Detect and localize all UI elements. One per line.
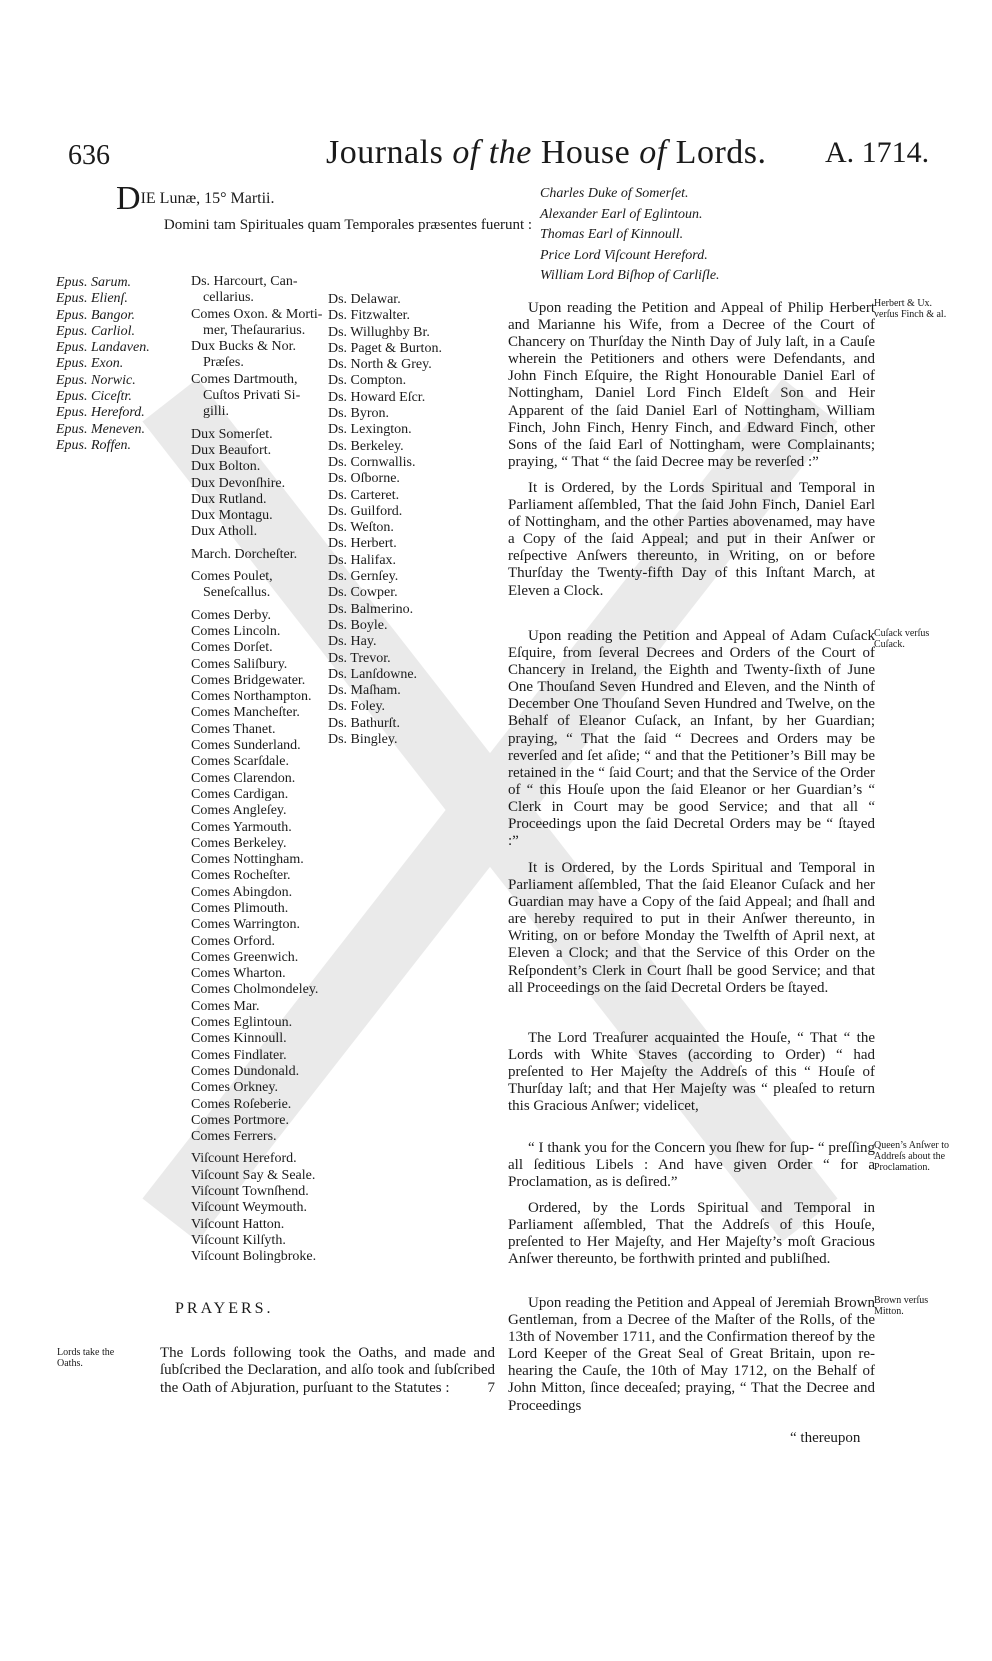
cusack-petition <box>508 628 875 850</box>
peer-entry: Comes Lincoln. <box>191 623 281 639</box>
peer-entry: Comes Findlater. <box>191 1047 287 1063</box>
peer-entry: Dux Somerſet. <box>191 426 273 442</box>
peer-entry: Comes Orkney. <box>191 1080 278 1096</box>
dropcap: D <box>116 180 141 217</box>
peer-entry: Comes Oxon. & Morti- <box>191 306 323 322</box>
margin-note-herbert: Herbert & Ux. verſus Finch & al. <box>874 298 947 320</box>
title-of-2: of <box>639 134 667 171</box>
year: A. 1714. <box>825 136 930 169</box>
peer-entry: Comes Scarſdale. <box>191 754 289 770</box>
margin-note-queen: Queen’s Anſwer to Addreſs about the Proclamation. <box>874 1140 949 1173</box>
peer-entry: Comes Dorſet. <box>191 640 273 656</box>
peer-entry: Comes Thanet. <box>191 721 276 737</box>
baron-entry: Ds. Trevor. <box>328 650 391 666</box>
herbert-order-text: It is Ordered, by the Lords Spiritual and Temporal in Parliament aſſembled, That the ſaid John Finch, Daniel Earl of Nottingham, and the other Parties abovenamed, may have a Copy of the ſaid Appeal; and put in their Anſwer or reſpective Anſwers thereunto, in Writing, on or before Thurſday the Twenty-fifth Day of this Inſtant March, at Eleven a Clock. <box>508 480 875 599</box>
baron-entry: Ds. North & Grey. <box>328 357 432 373</box>
peer-entry: Comes Warrington. <box>191 917 301 933</box>
peer-entry: Viſcount Hatton. <box>191 1216 285 1232</box>
peer-entry: Viſcount Bolingbroke. <box>191 1249 317 1265</box>
peer-entry: Comes Kinnoull. <box>191 1031 287 1047</box>
herbert-petition-text: Upon reading the Petition and Appeal of Philip Herbert and Marianne his Wife, from a Decree of the Court of Chancery on Thurſday the Ninth Day of July laſt, in a Cauſe wherein the Petitioners and others were Defendants, and John Finch Eſquire, the Right Honourable Daniel Earl of Nottingham, Daniel Lord Finch Eldeſt Son and Heir Apparent of the ſaid Daniel Earl of Nottingham, William Finch, John Finch, Henry Finch, and Edward Finch, other Sons of the ſaid Earl of Nottingham, were Complainants; praying, “ That “ the ſaid Decree may be reverſed :” <box>508 300 875 470</box>
baron-entry: Ds. Gernſey. <box>328 569 399 585</box>
oaths-text: The Lords following took the Oaths, and made and ſubſcribed the Declaration, and alſo took and ſubſcribed the Oath of Abjuration, purſuant to the Statutes : <box>160 1345 495 1396</box>
peer-entry: Comes Northampton. <box>191 689 312 705</box>
baron-entry: Ds. Guilford. <box>328 503 403 519</box>
sworn-lord-entry: Price Lord Viſcount Hereford. <box>540 247 708 263</box>
bishop-entry: Epus. Bangor. <box>56 307 135 323</box>
baron-entry: Ds. Weſton. <box>328 520 394 536</box>
peer-entry: Dux Devonſhire. <box>191 475 286 491</box>
baron-entry: Ds. Fitzwalter. <box>328 308 411 324</box>
peer-entry: Comes Clarendon. <box>191 770 296 786</box>
herbert-order <box>508 480 875 600</box>
page-number: 636 <box>68 140 110 171</box>
peer-entry: Dux Atholl. <box>191 524 258 540</box>
bishop-entry: Epus. Ciceſtr. <box>56 389 132 405</box>
catchword-right: “ thereupon <box>790 1430 861 1446</box>
catchword-left: 7 <box>487 1379 495 1396</box>
baron-entry: Ds. Boyle. <box>328 617 388 633</box>
baron-entry: Ds. Lanſdowne. <box>328 666 418 682</box>
peer-entry: Comes Mancheſter. <box>191 705 300 721</box>
peer-entry: Comes Poulet, <box>191 569 273 585</box>
peer-entry: Dux Beaufort. <box>191 442 272 458</box>
peer-entry: Dux Bucks & Nor. <box>191 339 296 355</box>
peer-entry: Comes Dartmouth, <box>191 371 298 387</box>
dateline-text: IE Lunæ, 15° Martii. <box>140 190 275 207</box>
peer-entry: Dux Bolton. <box>191 459 261 475</box>
bishop-entry: Epus. Meneven. <box>56 421 146 437</box>
cusack-order <box>508 860 875 997</box>
bishop-entry: Epus. Carliol. <box>56 323 135 339</box>
brown-petition-text: Upon reading the Petition and Appeal of Jeremiah Brown Gentleman, from a Decree of the Maſter of the Rolls, of the 13th of November 1711, and the Confirmation thereof by the Lord Keeper of the Great Seal of Great Britain, upon re-hearing the Cauſe, the 10th of May 1712, on the Behalf of John Mitton, ſince deceaſed; praying, “ That the Decree and Proceedings <box>508 1295 875 1414</box>
dateline <box>116 180 275 218</box>
peer-entry: Seneſcallus. <box>203 585 271 601</box>
peer-entry: Comes Angleſey. <box>191 803 287 819</box>
bishop-entry: Epus. Hereford. <box>56 405 145 421</box>
peer-entry: Comes Mar. <box>191 998 260 1014</box>
sworn-lord-entry: Thomas Earl of Kinnoull. <box>540 227 684 243</box>
peers-list-1 <box>191 274 351 1266</box>
oaths-paragraph <box>160 1345 495 1397</box>
bishops-list <box>56 275 150 454</box>
peer-entry: Comes Plimouth. <box>191 900 289 916</box>
peer-entry: Dux Montagu. <box>191 508 273 524</box>
baron-entry: Ds. Lexington. <box>328 422 412 438</box>
peer-entry: Viſcount Weymouth. <box>191 1200 307 1216</box>
baron-entry: Ds. Bingley. <box>328 732 398 748</box>
baron-entry: Ds. Foley. <box>328 699 386 715</box>
baron-entry: Ds. Hay. <box>328 634 377 650</box>
attendance-heading: Domini tam Spirituales quam Temporales præsentes fuerunt : <box>163 217 533 233</box>
peer-entry: Dux Rutland. <box>191 491 267 507</box>
baron-entry: Ds. Compton. <box>328 373 407 389</box>
sworn-lord-entry: Alexander Earl of Eglintoun. <box>540 206 703 222</box>
treasurer-paragraph <box>508 1030 875 1115</box>
baron-entry: Ds. Bathurſt. <box>328 715 400 731</box>
sworn-lords-list <box>540 184 720 287</box>
peer-entry: Cuſtos Privati Si- <box>203 388 301 404</box>
peer-entry: Comes Ferrers. <box>191 1129 277 1145</box>
peer-entry: Ds. Harcourt, Can- <box>191 274 298 289</box>
cusack-petition-text: Upon reading the Petition and Appeal of Adam Cuſack Eſquire, from ſeveral Decrees and Orders of the Court of Chancery in Ireland, the Eighth and Twenty-ſixth of June One Thouſand Seven Hundred and Eleven, and the Ninth of December One Thouſand Seven Hundred and Twelve, on the Behalf of Eleanor Cuſack, an Infant, by her Guardian; praying, “ That the ſaid “ Decrees and Orders may be reverſed and ſet aſide; “ and that the Petitioner’s Bill may be retained in the “ ſaid Court; and that the Service of the Order of “ this Houſe upon the ſaid Eleanor or her Guardian’s “ Clerk in Court may be good Service; and that all “ Proceedings upon the ſaid Decretal Orders may be “ ſtayed :” <box>508 628 875 850</box>
baron-entry: Ds. Cowper. <box>328 585 398 601</box>
title-journals: Journals <box>326 134 444 171</box>
peer-entry: Comes Saliſbury. <box>191 656 288 672</box>
peer-entry: cellarius. <box>203 290 254 306</box>
peer-entry: Viſcount Hereford. <box>191 1151 297 1167</box>
bishop-entry: Epus. Exon. <box>56 356 124 372</box>
peer-entry: Viſcount Townſhend. <box>191 1184 309 1200</box>
peer-entry: Comes Greenwich. <box>191 949 299 965</box>
baron-entry: Ds. Halifax. <box>328 552 397 568</box>
bishop-entry: Epus. Norwic. <box>56 372 136 388</box>
sworn-lord-entry: William Lord Biſhop of Carliſle. <box>540 268 720 284</box>
peer-entry: Comes Portmore. <box>191 1112 289 1128</box>
peer-entry: Comes Bridgewater. <box>191 672 306 688</box>
peer-entry: Comes Rocheſter. <box>191 868 291 884</box>
peer-entry: Comes Sunderland. <box>191 738 301 754</box>
cusack-order-text: It is Ordered, by the Lords Spiritual and Temporal in Parliament aſſembled, That the ſaid Eleanor Cuſack and her Guardian may have a Copy of the ſaid Appeal; and ſhall and are hereby required to put in their Anſwer thereunto, in Writing, on or before Monday the Twelfth of April next, at Eleven a Clock; and that the Service of this Order on the Reſpondent’s Clerk in Court ſhall be good Service; and that all Proceedings on the ſaid Decretal Orders be ſtayed. <box>508 860 875 996</box>
baron-entry: Ds. Byron. <box>328 406 390 422</box>
peer-entry: Comes Cholmondeley. <box>191 982 319 998</box>
baron-entry: Ds. Cornwallis. <box>328 454 416 470</box>
peer-entry: Comes Abingdon. <box>191 884 293 900</box>
queen-answer <box>508 1140 875 1191</box>
peer-entry: Comes Nottingham. <box>191 852 304 868</box>
peer-entry: Comes Wharton. <box>191 966 286 982</box>
peer-entry: Viſcount Kilſyth. <box>191 1232 286 1248</box>
margin-note-oaths: Lords take the Oaths. <box>57 1347 115 1369</box>
title-the: the <box>488 134 532 171</box>
herbert-petition <box>508 300 875 471</box>
peer-entry: mer, Theſaurarius. <box>203 322 306 338</box>
baron-entry: Ds. Berkeley. <box>328 438 404 454</box>
baron-entry: Ds. Paget & Burton. <box>328 340 442 356</box>
margin-note-brown: Brown verſus Mitton. <box>874 1295 929 1317</box>
peer-entry: Comes Dundonald. <box>191 1063 300 1079</box>
printed-order-text: Ordered, by the Lords Spiritual and Temporal in Parliament aſſembled, That the Addreſs of this Houſe, preſented to Her Majeſty, and Her Majeſty’s moſt Gracious Anſwer thereunto, be forthwith printed and publiſhed. <box>508 1200 875 1268</box>
baron-entry: Ds. Willughby Br. <box>328 324 430 340</box>
peer-entry: Viſcount Say & Seale. <box>191 1167 316 1183</box>
peers-list-2 <box>328 292 442 748</box>
peer-entry: Comes Cardigan. <box>191 786 289 802</box>
peer-entry: Comes Eglintoun. <box>191 1015 293 1031</box>
sworn-lord-entry: Charles Duke of Somerſet. <box>540 186 689 201</box>
title-house: House <box>540 134 631 171</box>
baron-entry: Ds. Oſborne. <box>328 471 400 487</box>
peer-entry: Comes Berkeley. <box>191 835 287 851</box>
bishop-entry: Epus. Landaven. <box>56 340 150 356</box>
peer-entry: Comes Yarmouth. <box>191 819 292 835</box>
printed-order <box>508 1200 875 1268</box>
peer-entry: gilli. <box>203 404 230 420</box>
bishop-entry: Epus. Roffen. <box>56 437 132 453</box>
page-title <box>326 134 767 172</box>
prayers-heading: PRAYERS. <box>175 1300 274 1317</box>
peer-entry: Comes Derby. <box>191 607 271 623</box>
brown-petition <box>508 1295 875 1415</box>
baron-entry: Ds. Carteret. <box>328 487 400 503</box>
title-of: of <box>452 134 480 171</box>
bishop-entry: Epus. Elienſ. <box>56 291 128 307</box>
baron-entry: Ds. Howard Eſcr. <box>328 389 426 405</box>
peer-entry: March. Dorcheſter. <box>191 546 298 562</box>
treasurer-text: The Lord Treaſurer acquainted the Houſe, “ That “ the Lords with White Staves (according to Order) “ had preſented to Her Majeſty the Addreſs of this “ Houſe of Thurſday laſt; and that Her Majeſty was “ pleaſed to return this Gracious Anſwer; videlicet, <box>508 1030 875 1115</box>
baron-entry: Ds. Delawar. <box>328 292 401 307</box>
peer-entry: Præſes. <box>203 355 244 371</box>
peer-entry: Comes Roſeberie. <box>191 1096 292 1112</box>
margin-note-cusack: Cuſack verſus Cuſack. <box>874 628 930 650</box>
title-lords: Lords. <box>675 134 767 171</box>
bishop-entry: Epus. Sarum. <box>56 275 132 290</box>
baron-entry: Ds. Herbert. <box>328 536 397 552</box>
baron-entry: Ds. Maſham. <box>328 683 401 699</box>
peer-entry: Comes Orford. <box>191 933 275 949</box>
queen-answer-text: “ I thank you for the Concern you ſhew for ſup- “ preſſing all ſeditious Libels : And have given Order “ for a Proclamation, as is deſired.” <box>508 1140 875 1191</box>
baron-entry: Ds. Balmerino. <box>328 601 414 617</box>
